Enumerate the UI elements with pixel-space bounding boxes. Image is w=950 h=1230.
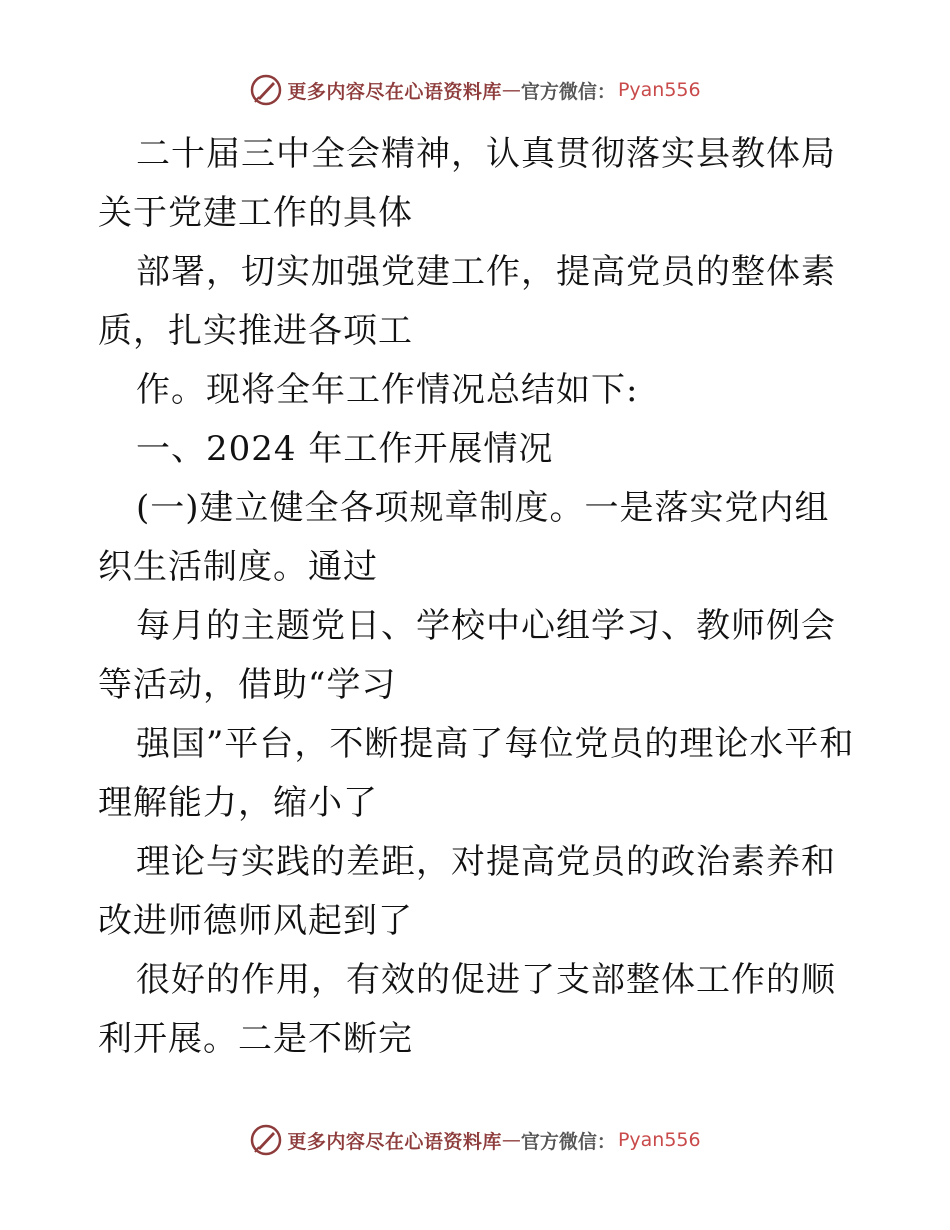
paragraph: 每月的主题党日、学校中心组学习、教师例会等活动，借助“学习 (98, 606, 836, 705)
banner-brand-text: 更多内容尽在心语资料库 (287, 80, 502, 103)
banner-wechat-label: 官方微信： (520, 80, 616, 103)
banner-wechat-id: Pyan556 (617, 1129, 701, 1151)
quill-pen-seal-icon (249, 73, 283, 107)
paragraph: 二十届三中全会精神，认真贯彻落实县教体局关于党建工作的具体 (98, 134, 836, 233)
section-heading: 一、2024 年工作开展情况 (136, 429, 554, 469)
header-banner (0, 70, 950, 110)
document-body (98, 125, 858, 1069)
paragraph: 强国”平台，不断提高了每位党员的理论水平和理解能力，缩小了 (98, 724, 855, 823)
paragraph: 部署，切实加强党建工作，提高党员的整体素质，扎实推进各项工 (98, 252, 836, 351)
paragraph: 理论与实践的差距，对提高党员的政治素养和改进师德师风起到了 (98, 842, 836, 941)
footer-banner (0, 1120, 950, 1160)
banner-separator: — (501, 1129, 521, 1151)
paragraph: (一)建立健全各项规章制度。一是落实党内组织生活制度。通过 (98, 488, 830, 587)
banner-separator: — (501, 79, 521, 101)
banner-brand-text: 更多内容尽在心语资料库 (287, 1130, 502, 1153)
banner-wechat-id: Pyan556 (617, 79, 701, 101)
paragraph: 很好的作用，有效的促进了支部整体工作的顺利开展。二是不断完 (98, 960, 836, 1059)
quill-pen-seal-icon (249, 1123, 283, 1157)
banner-wechat-label: 官方微信： (520, 1130, 616, 1153)
paragraph: 作。现将全年工作情况总结如下: (136, 370, 639, 410)
